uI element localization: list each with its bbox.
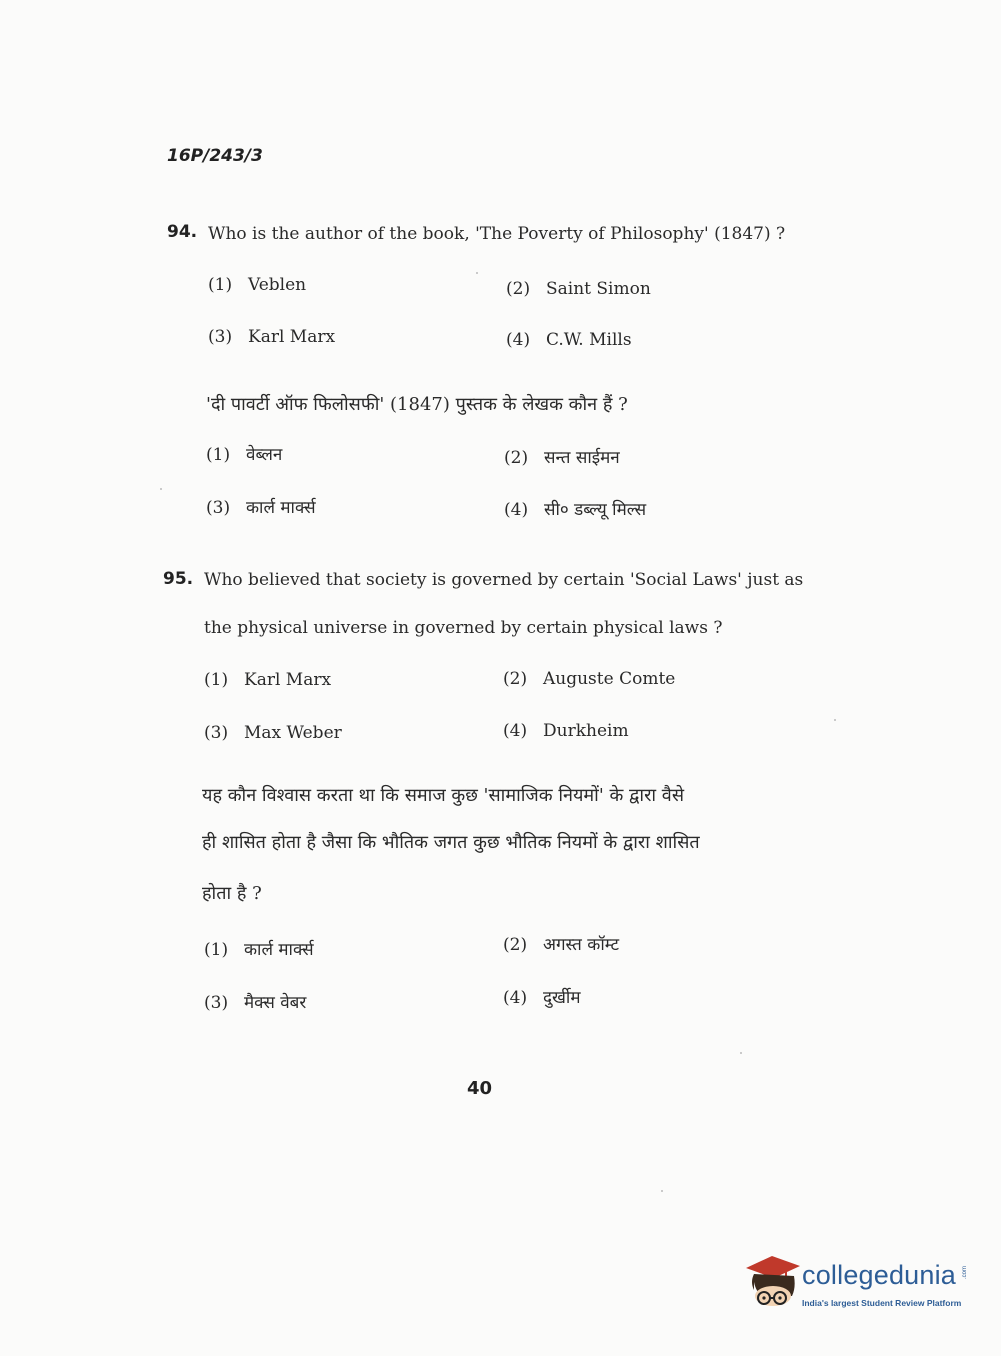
question-94-text-hi: 'दी पावर्टी ऑफ फिलोसफी' (1847) पुस्तक के लेखक कौन हैं ?	[206, 394, 628, 415]
question-94-text-en: Who is the author of the book, 'The Poverty of Philosophy' (1847) ?	[208, 224, 786, 244]
q94-option-hi-2	[504, 445, 620, 468]
option-number: (1)	[208, 275, 233, 295]
option-text: अगस्त कॉम्ट	[543, 935, 620, 955]
q94-option-hi-3	[206, 495, 316, 518]
q94-option-hi-4	[504, 497, 646, 520]
page-number: 40	[467, 1078, 493, 1099]
option-text: Saint Simon	[546, 279, 651, 299]
option-number: (1)	[204, 670, 229, 690]
q95-option-hi-4	[503, 985, 581, 1008]
option-number: (4)	[504, 500, 529, 520]
option-number: (4)	[503, 721, 528, 741]
q95-option-en-2	[503, 669, 675, 689]
option-number: (1)	[206, 445, 231, 465]
option-text: Max Weber	[244, 723, 342, 743]
option-text: C.W. Mills	[546, 330, 632, 350]
q95-option-hi-1	[204, 937, 314, 960]
option-text: कार्ल मार्क्स	[246, 498, 316, 518]
option-text: सी० डब्ल्यू मिल्स	[544, 500, 647, 520]
option-number: (3)	[208, 327, 233, 347]
scan-speck	[476, 272, 478, 274]
scan-speck	[834, 719, 836, 721]
q95-option-en-4	[503, 721, 629, 741]
question-95-text-hi-line2: ही शासित होता है जैसा कि भौतिक जगत कुछ भौतिक नियमों के द्वारा शासित	[202, 832, 700, 853]
question-95-text-en-line2: the physical universe in governed by certain physical laws ?	[204, 618, 723, 638]
brand-suffix: .com	[962, 1266, 968, 1280]
scan-speck	[661, 1190, 663, 1192]
q94-option-hi-1	[206, 442, 282, 465]
collegedunia-watermark	[742, 1252, 972, 1312]
option-text: Karl Marx	[244, 670, 332, 690]
q94-option-en-3	[208, 327, 335, 347]
option-text: वेब्लन	[246, 445, 283, 465]
option-text: मैक्स वेबर	[244, 993, 307, 1013]
option-text: Auguste Comte	[543, 669, 676, 689]
option-number: (2)	[503, 935, 528, 955]
option-number: (4)	[506, 330, 531, 350]
q95-option-en-3	[204, 723, 342, 743]
q95-option-hi-2	[503, 932, 619, 955]
scan-speck	[160, 488, 162, 490]
option-number: (2)	[506, 279, 531, 299]
question-95-number: 95.	[163, 569, 194, 589]
option-text: Veblen	[248, 275, 307, 295]
mascot-icon	[742, 1252, 804, 1314]
q94-option-en-2	[506, 279, 651, 299]
q95-option-hi-3	[204, 990, 306, 1013]
option-number: (3)	[204, 993, 229, 1013]
question-95-text-hi-line1: यह कौन विश्वास करता था कि समाज कुछ 'सामाजिक नियमों' के द्वारा वैसे	[202, 785, 684, 806]
option-text: Durkheim	[543, 721, 629, 741]
paper-code: 16P/243/3	[167, 146, 263, 166]
option-text: कार्ल मार्क्स	[244, 940, 314, 960]
scan-speck	[740, 1052, 742, 1054]
brand-tagline: India's largest Student Review Platform	[802, 1298, 962, 1308]
question-95-text-en-line1: Who believed that society is governed by certain 'Social Laws' just as	[204, 570, 804, 590]
brand-name: collegedunia	[802, 1260, 957, 1290]
q95-option-en-1	[204, 670, 331, 690]
q94-option-en-4	[506, 330, 632, 350]
question-94-number: 94.	[167, 222, 198, 242]
option-number: (3)	[206, 498, 231, 518]
option-number: (3)	[204, 723, 229, 743]
question-95-text-hi-line3: होता है ?	[202, 883, 262, 904]
option-number: (1)	[204, 940, 229, 960]
option-text: दुर्खीम	[543, 988, 581, 1008]
option-number: (2)	[503, 669, 528, 689]
option-number: (2)	[504, 448, 529, 468]
option-number: (4)	[503, 988, 528, 1008]
q94-option-en-1	[208, 275, 306, 295]
option-text: सन्त साईमन	[544, 448, 620, 468]
option-text: Karl Marx	[248, 327, 336, 347]
